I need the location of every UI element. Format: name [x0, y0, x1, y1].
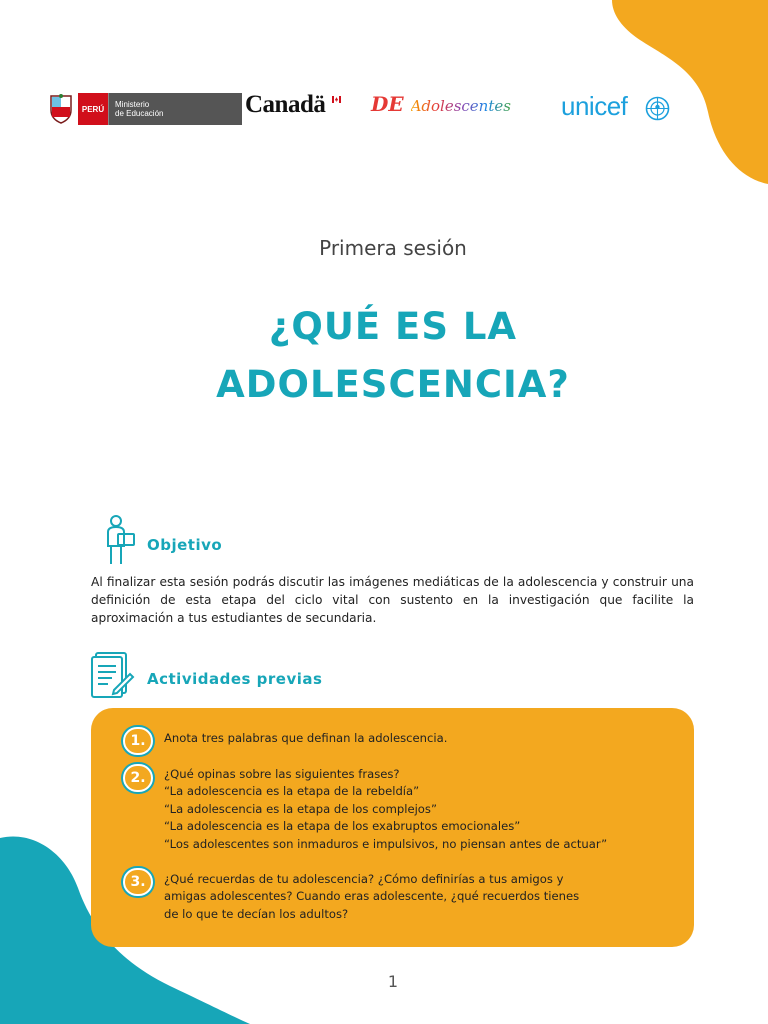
item-number-3: 3. [123, 868, 153, 896]
unicef-globe-icon [645, 96, 670, 121]
document-pen-icon [90, 650, 135, 698]
activity-2-line-1: ¿Qué opinas sobre las siguientes frases? [164, 767, 400, 781]
activity-item-3 [164, 871, 579, 923]
activity-3-line-3: de lo que te decían los adultos? [164, 906, 349, 921]
objective-heading: Objetivo [147, 536, 223, 554]
ministerio-label [108, 93, 242, 125]
de-label: DE [371, 92, 404, 116]
title-line-1: ¿QUÉ ES LA [268, 305, 518, 348]
activity-3-line-2: amigas adolescentes? Cuando eras adolescente, ¿qué recuerdos tienes [164, 889, 580, 904]
activity-2-line-5: “Los adolescentes son inmaduros e impulsivos, no piensan antes de actuar” [164, 836, 608, 851]
item-number-1: 1. [123, 727, 153, 755]
item-number-2: 2. [123, 764, 153, 792]
de-adolescentes-logo [371, 92, 511, 116]
canada-wordmark: Canadä [245, 91, 326, 118]
canada-flag-icon [332, 96, 341, 103]
session-label: Primera sesión [319, 236, 467, 260]
activity-item-1 [164, 730, 447, 747]
minedu-logo [48, 93, 242, 125]
activities-box [91, 708, 694, 947]
objective-text: Al finalizar esta sesión podrás discutir las imágenes mediáticas de la adolescencia y construir una definición de esta etapa del ciclo vital con sustento en la investigación que facilite la aproximación a tus estudiantes de secundaria. [91, 575, 694, 625]
activities-heading: Actividades previas [147, 670, 323, 688]
activity-2-line-3: “La adolescencia es la etapa de los complejos” [164, 801, 437, 816]
activity-1-line-1: Anota tres palabras que definan la adolescencia. [164, 731, 448, 745]
ministerio-line2: de Educación [115, 109, 164, 118]
peru-label: PERÚ [78, 93, 108, 125]
activity-3-line-1: ¿Qué recuerdas de tu adolescencia? ¿Cómo definirías a tus amigos y [164, 872, 564, 886]
logo-bar [48, 88, 688, 130]
ministerio-line1: Ministerio [115, 100, 150, 109]
peru-shield-icon [48, 94, 74, 124]
page-number: 1 [387, 972, 399, 991]
title-line-2: ADOLESCENCIA? [216, 363, 570, 406]
person-icon [100, 514, 140, 566]
unicef-wordmark: unicef [561, 91, 628, 121]
page-title [0, 298, 768, 414]
activity-2-line-2: “La adolescencia es la etapa de la rebeldía” [164, 784, 420, 799]
activity-item-2 [164, 766, 607, 853]
activity-2-line-4: “La adolescencia es la etapa de los exabruptos emocionales” [164, 819, 521, 834]
adolescentes-label: Adolescentes [410, 97, 511, 115]
